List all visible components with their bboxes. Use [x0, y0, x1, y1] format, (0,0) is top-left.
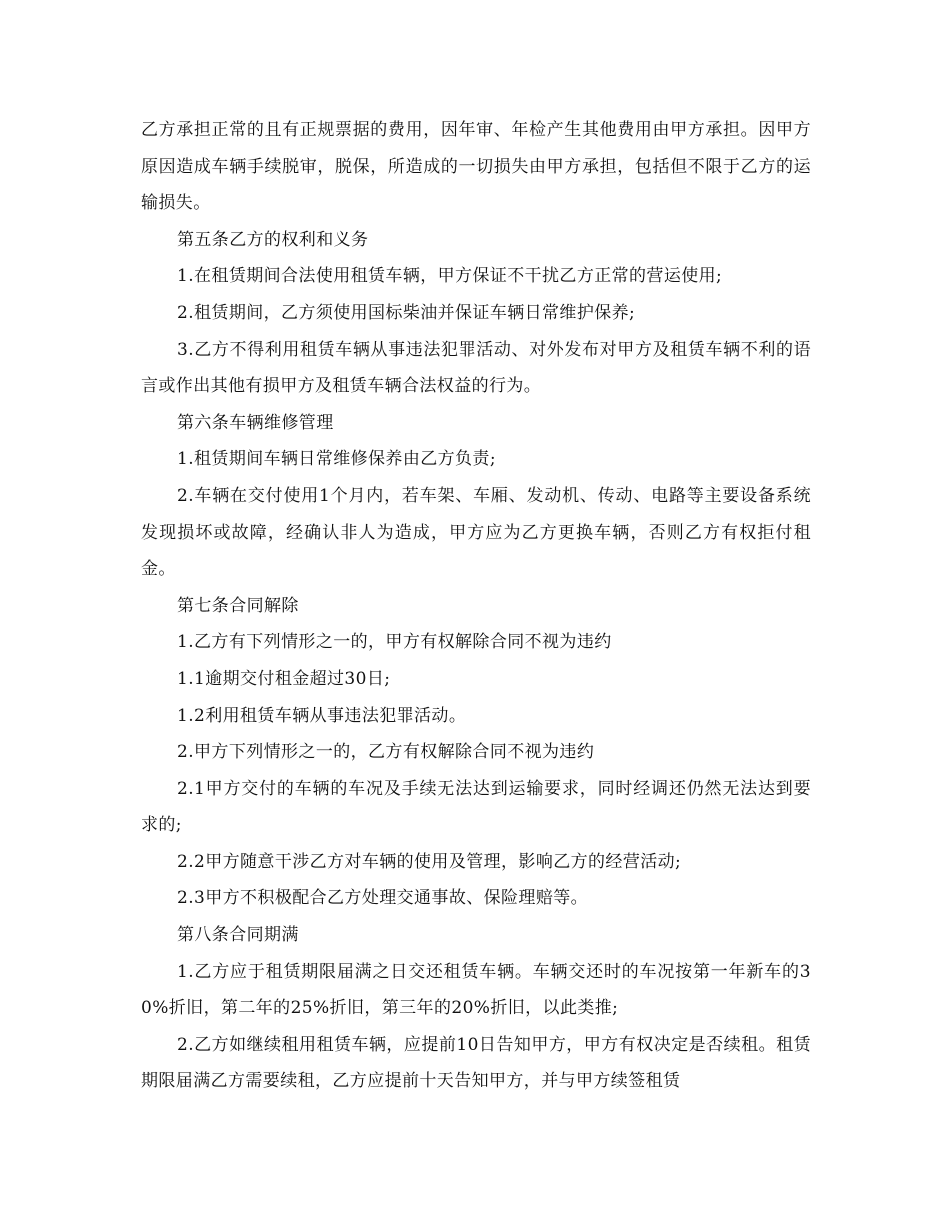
paragraph: 2.3甲方不积极配合乙方处理交通事故、保险理赔等。 [177, 888, 589, 909]
paragraph: 1.乙方应于租赁期限届满之日交还租赁车辆。车辆交还时的车况按第一年新车的30%折旧，第二年的25%折旧，第三年的20%折旧，以此类推; [141, 961, 811, 1019]
paragraph: 3.乙方不得利用租赁车辆从事违法犯罪活动、对外发布对甲方及租赁车辆不利的语言或作出其他有损甲方及租赁车辆合法权益的行为。 [141, 339, 811, 397]
section-heading: 第五条乙方的权利和义务 [177, 229, 369, 250]
paragraph: 1.2利用租赁车辆从事违法犯罪活动。 [177, 705, 467, 726]
paragraph: 1.乙方有下列情形之一的，甲方有权解除合同不视为违约 [177, 632, 612, 653]
paragraph: 1.租赁期间车辆日常维修保养由乙方负责; [177, 449, 496, 470]
paragraph: 2.车辆在交付使用1个月内，若车架、车厢、发动机、传动、电路等主要设备系统发现损坏或故障，经确认非人为造成，甲方应为乙方更换车辆，否则乙方有权拒付租金。 [141, 485, 811, 580]
section-heading: 第七条合同解除 [177, 595, 299, 616]
paragraph: 2.租赁期间，乙方须使用国标柴油并保证车辆日常维护保养; [177, 302, 636, 323]
paragraph: 乙方承担正常的且有正规票据的费用，因年审、年检产生其他费用由甲方承担。因甲方原因造成车辆手续脱审，脱保，所造成的一切损失由甲方承担，包括但不限于乙方的运输损失。 [141, 120, 811, 214]
document-body [141, 112, 811, 1100]
paragraph: 2.2甲方随意干涉乙方对车辆的使用及管理，影响乙方的经营活动; [177, 851, 682, 872]
section-heading: 第六条车辆维修管理 [177, 412, 334, 433]
paragraph: 2.甲方下列情形之一的，乙方有权解除合同不视为违约 [177, 742, 595, 763]
paragraph: 2.1甲方交付的车辆的车况及手续无法达到运输要求，同时经调还仍然无法达到要求的; [141, 778, 811, 836]
section-heading: 第八条合同期满 [177, 925, 299, 946]
paragraph: 2.乙方如继续租用租赁车辆，应提前10日告知甲方，甲方有权决定是否续租。租赁期限届满乙方需要续租，乙方应提前十天告知甲方，并与甲方续签租赁 [141, 1034, 811, 1092]
paragraph: 1.在租赁期间合法使用租赁车辆，甲方保证不干扰乙方正常的营运使用; [177, 266, 723, 287]
paragraph: 1.1逾期交付租金超过30日; [177, 668, 391, 689]
